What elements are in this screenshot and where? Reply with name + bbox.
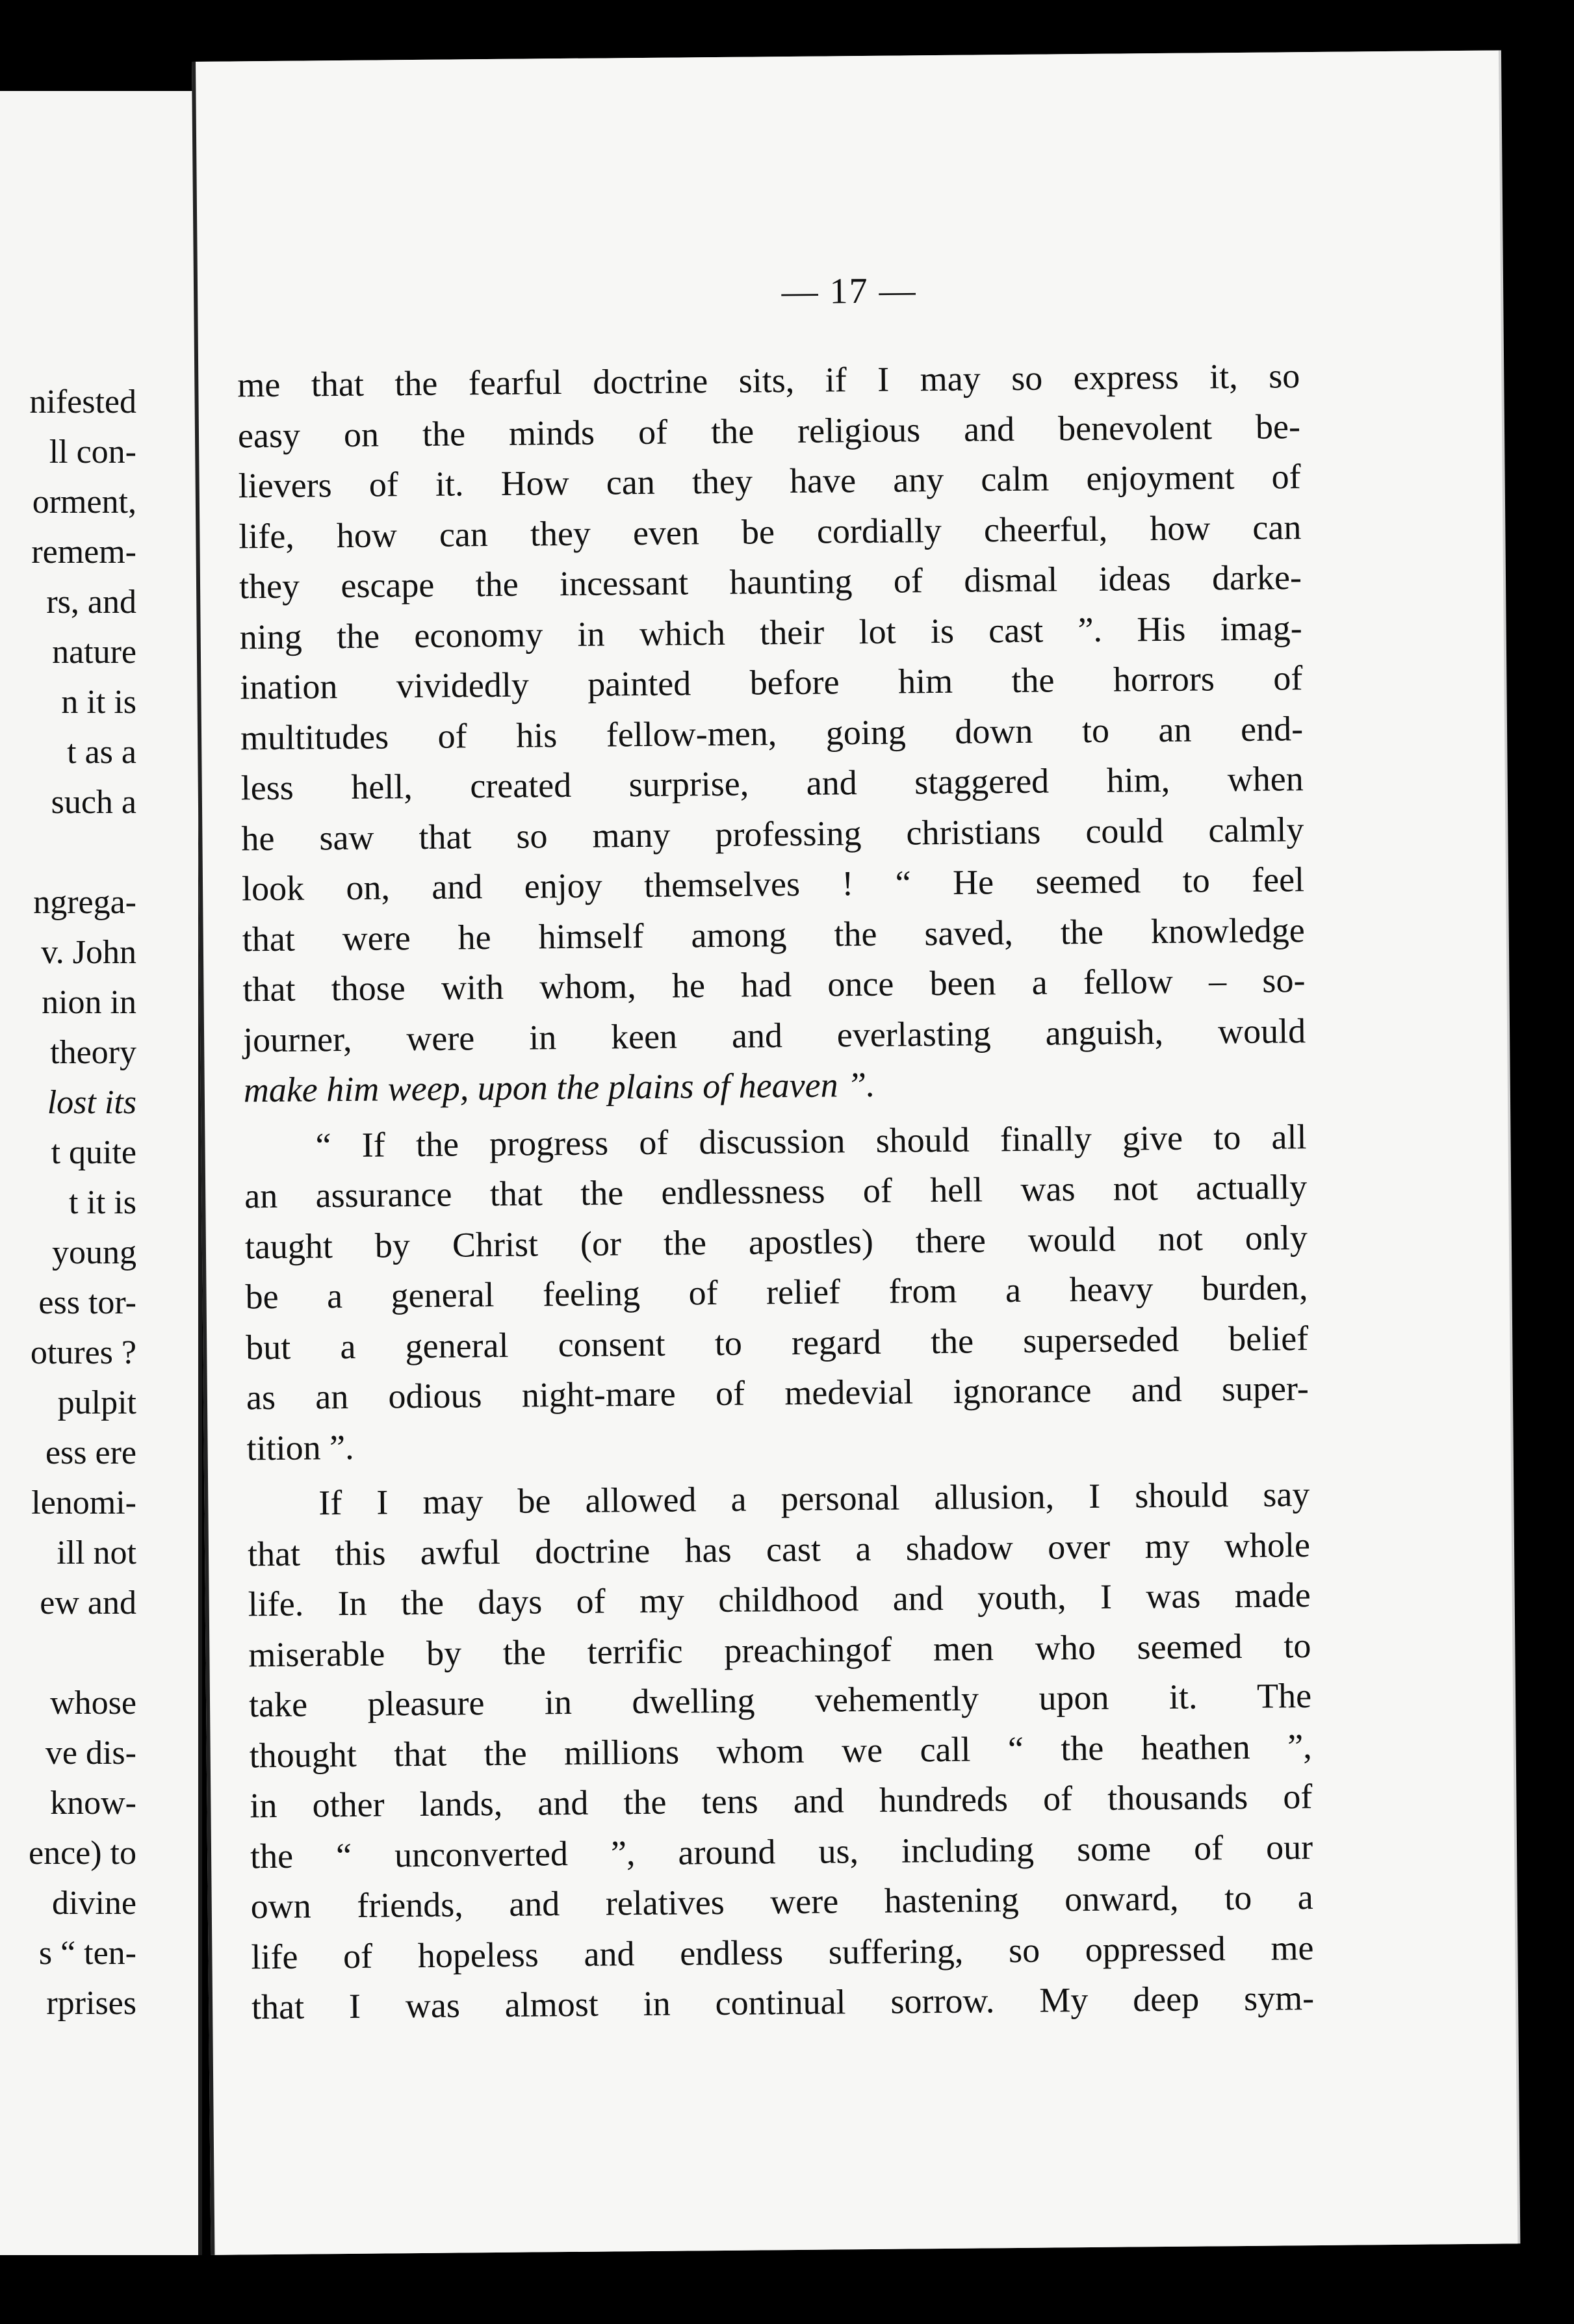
text-line: “ If the progress of discussion should finally give to all [315, 1117, 1307, 1165]
text-line: make him weep, upon the plains of heaven ”. [243, 1065, 875, 1110]
left-line: t it is [68, 1184, 136, 1221]
left-line: know- [50, 1785, 136, 1822]
text-line: own friends, and relatives were hastening onward, to a [250, 1878, 1313, 1926]
text-line: but a general consent to regard the superseded belief [246, 1318, 1309, 1367]
left-line: ill not [57, 1534, 136, 1571]
text-line: that were he himself among the saved, the knowledge [242, 910, 1305, 959]
text-line: as an odious night-mare of medevial ignorance and super- [246, 1369, 1310, 1417]
left-line: divine [52, 1885, 136, 1922]
text-line: lievers of it. How can they have any calm enjoyment of [238, 457, 1301, 506]
text-line: life, how can they even be cordially cheerful, how can [239, 507, 1302, 556]
left-line: s “ ten- [38, 1935, 136, 1972]
text-line: miserable by the terrific preachingof men who seemed to [248, 1625, 1311, 1674]
left-line: ew and [40, 1584, 136, 1621]
left-line: nifested [29, 383, 136, 420]
left-line: rprises [46, 1985, 136, 2022]
text-line: easy on the minds of the religious and benevolent be- [237, 406, 1301, 455]
left-line: nature [52, 634, 136, 671]
body-text [237, 351, 1314, 2033]
left-line: young [52, 1234, 136, 1271]
text-line: journer, were in keen and everlasting anguish, would [242, 1011, 1306, 1059]
left-line: ence) to [28, 1835, 136, 1872]
text-line: in other lands, and the tens and hundreds of thousands of [250, 1777, 1313, 1826]
left-line: theory [50, 1034, 136, 1071]
left-line: nion in [42, 984, 136, 1021]
left-line [0, 827, 136, 877]
text-line: ning the economy in which their lot is cast ”. His imag- [239, 608, 1302, 656]
left-line: ess ere [45, 1434, 136, 1471]
left-line: lenomi- [31, 1484, 136, 1521]
left-line: orment, [32, 484, 136, 521]
text-line: life of hopeless and endless suffering, so oppressed me [251, 1928, 1314, 1976]
text-line: they escape the incessant haunting of dismal ideas darke- [239, 558, 1302, 606]
text-line: tition ”. [246, 1427, 354, 1467]
left-line: t quite [51, 1134, 136, 1171]
left-line [0, 1628, 136, 1678]
text-line: thought that the millions whom we call “ the heathen ”, [249, 1726, 1312, 1775]
left-line: remem- [31, 534, 136, 571]
text-line: less hell, created surprise, and staggered him, when [240, 759, 1304, 808]
left-line: rs, and [46, 584, 136, 621]
text-line: he saw that so many professing christians could calmly [241, 809, 1304, 858]
text-line: take pleasure in dwelling vehemently upon it. The [248, 1676, 1312, 1725]
left-line: otures ? [30, 1334, 136, 1371]
left-page-text [0, 377, 136, 2028]
text-line: be a general feeling of relief from a heavy burden, [245, 1268, 1308, 1317]
text-line: taught by Christ (or the apostles) there would not only [244, 1217, 1308, 1266]
page-number: — 17 — [781, 270, 917, 313]
left-line: whose [50, 1685, 136, 1722]
left-line: ess tor- [38, 1284, 136, 1321]
text-line: the “ unconverted ”, around us, including some of our [250, 1827, 1313, 1876]
text-line: multitudes of his fellow-men, going down to an end- [240, 708, 1304, 757]
left-page [0, 91, 202, 2255]
left-line: such a [51, 784, 136, 821]
text-line: me that the fearful doctrine sits, if I may so express it, so [237, 356, 1300, 405]
right-page [192, 50, 1517, 2254]
text-line: that I was almost in continual sorrow. My deep sym- [251, 1978, 1315, 2027]
text-line: that those with whom, he had once been a fellow – so- [242, 961, 1306, 1009]
left-line: n it is [61, 684, 136, 721]
left-line: lost its [47, 1084, 136, 1121]
left-line: t as a [67, 734, 136, 771]
left-line: ve dis- [45, 1735, 136, 1772]
left-line: ngrega- [33, 884, 136, 921]
text-line: that this awful doctrine has cast a shadow over my whole [247, 1525, 1311, 1573]
text-line: life. In the days of my childhood and youth, I was made [248, 1575, 1311, 1624]
left-line: v. John [41, 934, 136, 971]
text-line: an assurance that the endlessness of hell was not actually [244, 1167, 1308, 1216]
left-line: pulpit [57, 1384, 136, 1421]
text-line: look on, and enjoy themselves ! “ He seemed to feel [241, 860, 1305, 909]
text-line: ination vividedly painted before him the horrors of [240, 658, 1303, 707]
text-line: If I may be allowed a personal allusion, I should say [318, 1475, 1310, 1523]
left-line: ll con- [49, 433, 136, 471]
